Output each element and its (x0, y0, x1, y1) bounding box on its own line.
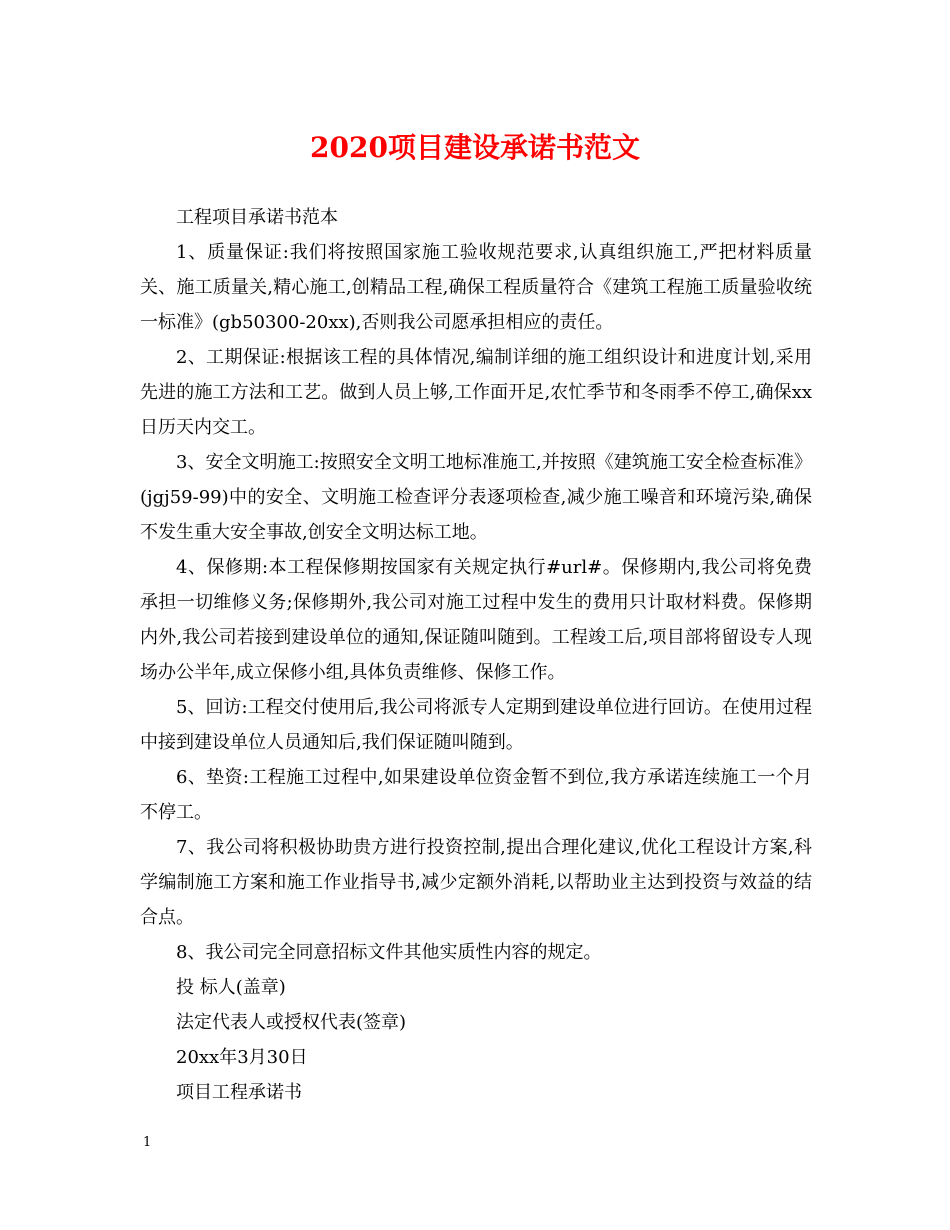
paragraph-investment-control: 7、我公司将积极协助贵方进行投资控制,提出合理化建议,优化工程设计方案,科学编制施工方案和施工作业指导书,减少定额外消耗,以帮助业主达到投资与效益的结合点。 (140, 837, 812, 928)
signature-representative: 法定代表人或授权代表(签章) (176, 1012, 407, 1033)
paragraph-followup: 5、回访:工程交付使用后,我公司将派专人定期到建设单位进行回访。在使用过程中接到建设单位人员通知后,我们保证随叫随到。 (140, 697, 812, 753)
paragraph-quality-guarantee: 1、质量保证:我们将按照国家施工验收规范要求,认真组织施工,严把材料质量关、施工质量关,精心施工,创精品工程,确保工程质量符合《建筑工程施工质量验收统一标准》(gb50300-20xx),否则我公司愿承担相应的责任。 (140, 242, 812, 333)
document-title: 2020项目建设承诺书范文 (310, 131, 640, 164)
paragraph-schedule-guarantee: 2、工期保证:根据该工程的具体情况,编制详细的施工组织设计和进度计划,采用先进的施工方法和工艺。做到人员上够,工作面开足,农忙季节和冬雨季不停工,确保xx日历天内交工。 (140, 347, 812, 438)
paragraph-agreement: 8、我公司完全同意招标文件其他实质性内容的规定。 (176, 942, 602, 963)
signature-bidder: 投 标人(盖章) (176, 977, 286, 998)
paragraph-subtitle: 工程项目承诺书范本 (176, 207, 338, 228)
document-body (140, 200, 812, 1110)
paragraph-next-heading: 项目工程承诺书 (176, 1082, 302, 1103)
signature-date: 20xx年3月30日 (176, 1047, 308, 1068)
paragraph-advance-funding: 6、垫资:工程施工过程中,如果建设单位资金暂不到位,我方承诺连续施工一个月不停工。 (140, 767, 812, 823)
paragraph-warranty: 4、保修期:本工程保修期按国家有关规定执行#url#。保修期内,我公司将免费承担一切维修义务;保修期外,我公司对施工过程中发生的费用只计取材料费。保修期内外,我公司若接到建设单位的通知,保证随叫随到。工程竣工后,项目部将留设专人现场办公半年,成立保修小组,具体负责维修、保修工作。 (140, 557, 812, 683)
paragraph-safety: 3、安全文明施工:按照安全文明工地标准施工,并按照《建筑施工安全检查标准》(jgj59-99)中的安全、文明施工检查评分表逐项检查,减少施工噪音和环境污染,确保不发生重大安全事故,创安全文明达标工地。 (140, 452, 812, 543)
page-number: 1 (143, 1135, 152, 1150)
